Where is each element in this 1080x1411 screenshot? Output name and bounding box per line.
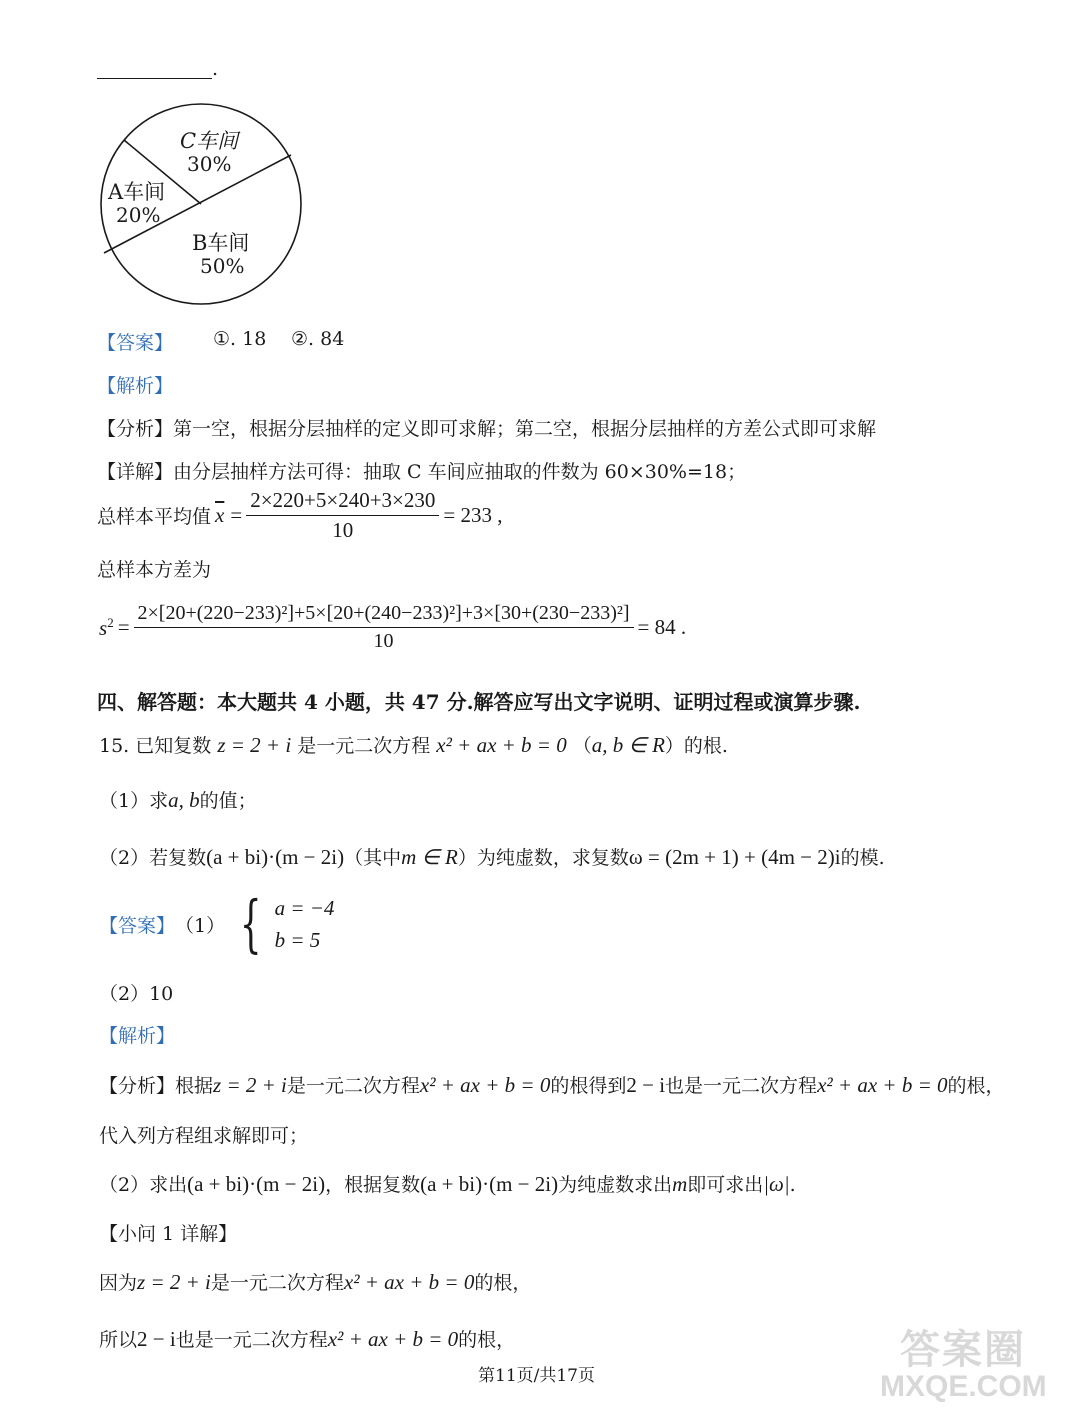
system-brace: { <box>239 887 262 960</box>
q15-stem: 15. 已知复数 z = 2 + i 是一元二次方程 x² + ax + b = 0 （a, b ∈ R）的根. <box>99 733 728 757</box>
analysis-tag: 【解析】 <box>97 375 174 397</box>
variance-formula: $s^2$ = $\frac{\text{2×[20+(220−233)²]+5×[20+(240−233)²]+3×[30+(230−233)²]}}{10}$ = 84 . <box>99 602 687 652</box>
watermark-logo: 答案圈 <box>900 1328 1026 1372</box>
analysis-text: 【分析】第一空，根据分层抽样的定义即可求解；第二空，根据分层抽样的方差公式即可求解 <box>97 418 877 440</box>
answer-1: ①. 18 <box>213 328 267 350</box>
variance-label: 总样本方差为 <box>97 559 212 581</box>
detail-text: 【详解】由分层抽样方法可得：抽取 C 车间应抽取的件数为 60×30%=18； <box>97 461 747 483</box>
answer-2: ②. 84 <box>291 328 345 350</box>
pie-label-b: B车间 <box>192 231 250 255</box>
q15-analysis-tag: 【解析】 <box>99 1025 176 1047</box>
q15-answer: 【答案】 （1） { a = −4 b = 5 <box>99 887 335 960</box>
q15-answer-2: （2）10 <box>99 983 174 1005</box>
page-footer: 第11页/共17页 <box>478 1366 595 1386</box>
watermark-url: MXQE.COM <box>880 1370 1047 1403</box>
pie-label-a: A车间 <box>108 180 166 204</box>
answer-blank-line <box>97 78 212 79</box>
pie-label-c: C车间 <box>180 129 239 153</box>
q15-analysis-part2: （2）求出(a + bi)·(m − 2i)，根据复数(a + bi)·(m − 2i)为纯虚数求出m即可求出|ω|. <box>99 1172 796 1196</box>
q15-sub1-heading: 【小问 1 详解】 <box>99 1223 238 1245</box>
answer-tag: 【答案】 <box>97 332 174 354</box>
pie-pct-a: 20% <box>116 203 161 227</box>
q15-analysis-line2: 代入列方程组求解即可； <box>99 1125 309 1147</box>
q15-part2: （2）若复数(a + bi)·(m − 2i)（其中m ∈ R）为纯虚数，求复数ω = (2m + 1) + (4m − 2)i的模. <box>99 845 885 869</box>
pie-pct-c: 30% <box>187 152 232 176</box>
q15-part1: （1）求a, b的值； <box>99 788 257 812</box>
section-heading: 四、解答题：本大题共 4 小题，共 47 分.解答应写出文字说明、证明过程或演算步骤. <box>97 690 861 714</box>
blank-period: . <box>212 58 219 80</box>
q15-detail-line2: 所以2 − i也是一元二次方程x² + ax + b = 0的根， <box>99 1327 516 1351</box>
mean-formula: 总样本平均值 $\overline{x}$ = $\frac{2\times 220+5\times 240+3\times 230}{10}$ = 233 , <box>97 488 503 542</box>
q15-analysis-line1: 【分析】根据z = 2 + i是一元二次方程x² + ax + b = 0的根得到2 − i也是一元二次方程x² + ax + b = 0的根， <box>99 1073 1005 1097</box>
q15-detail-line1: 因为z = 2 + i是一元二次方程x² + ax + b = 0的根， <box>99 1270 532 1294</box>
pie-pct-b: 50% <box>200 254 245 278</box>
